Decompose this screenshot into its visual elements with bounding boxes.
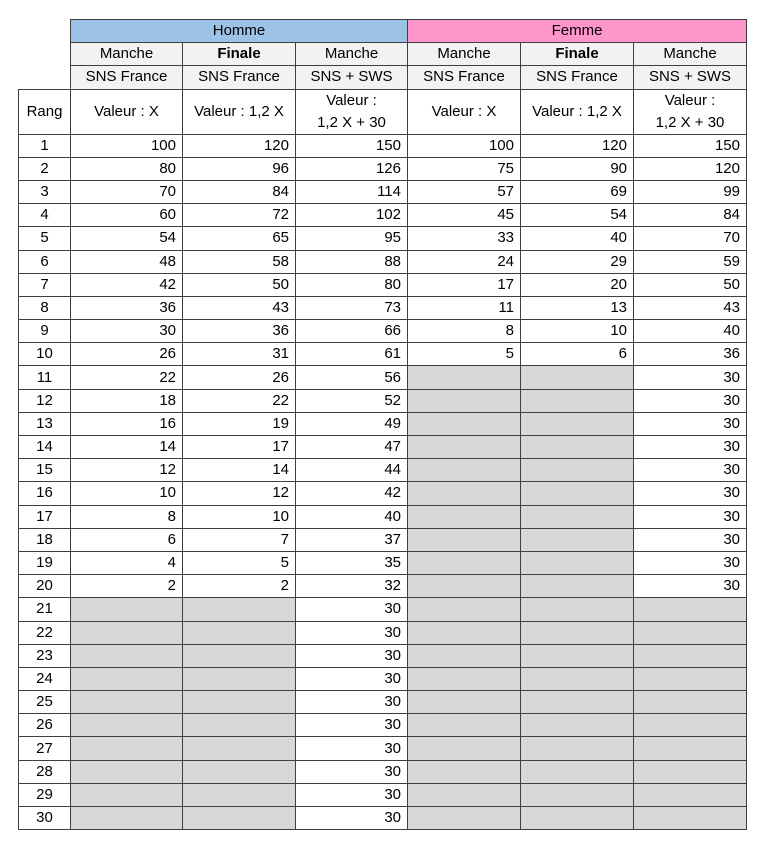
empty-cell [521,482,634,505]
value-cell: 37 [296,528,408,551]
rank-cell: 14 [19,436,71,459]
table-row [19,412,747,435]
value-cell: 48 [71,250,183,273]
table-row [19,250,747,273]
rank-cell: 15 [19,459,71,482]
table-row [19,667,747,690]
value-formula-label: Valeur : X [71,89,183,134]
value-cell: 30 [296,807,408,830]
column-series-label: SNS France [521,66,634,89]
value-header-row [19,89,747,134]
value-cell: 16 [71,412,183,435]
table-row [19,551,747,574]
empty-cell [71,783,183,806]
empty-cell [634,714,747,737]
value-cell: 30 [296,691,408,714]
empty-cell [183,714,296,737]
value-cell: 11 [408,296,521,319]
empty-cell [408,412,521,435]
column-event-label [521,43,634,66]
value-cell: 100 [408,134,521,157]
value-cell: 150 [634,134,747,157]
value-cell: 42 [71,273,183,296]
value-cell: 6 [71,528,183,551]
corner-blank [19,66,71,89]
table-row [19,134,747,157]
value-formula-label [634,89,747,134]
rank-cell: 29 [19,783,71,806]
rank-cell: 16 [19,482,71,505]
corner-blank [19,20,71,43]
column-series-label: SNS + SWS [634,66,747,89]
empty-cell [634,691,747,714]
empty-cell [521,505,634,528]
value-cell: 45 [408,204,521,227]
table-row [19,644,747,667]
table-row [19,807,747,830]
value-formula-label: Valeur : 1,2 X [521,89,634,134]
empty-cell [408,691,521,714]
value-cell: 14 [183,459,296,482]
value-cell: 42 [296,482,408,505]
table-row [19,621,747,644]
empty-cell [521,760,634,783]
table-row [19,204,747,227]
rank-cell: 18 [19,528,71,551]
rank-cell: 22 [19,621,71,644]
column-series-label: SNS France [71,66,183,89]
empty-cell [521,575,634,598]
value-cell: 65 [183,227,296,250]
value-cell: 30 [634,551,747,574]
table-row [19,227,747,250]
rank-cell: 26 [19,714,71,737]
rank-cell: 2 [19,157,71,180]
value-cell: 30 [634,528,747,551]
value-cell: 40 [634,320,747,343]
value-cell: 43 [634,296,747,319]
value-cell: 30 [634,575,747,598]
value-cell: 8 [71,505,183,528]
value-cell: 36 [71,296,183,319]
value-cell: 10 [71,482,183,505]
rank-cell: 13 [19,412,71,435]
table-row [19,737,747,760]
empty-cell [521,551,634,574]
empty-cell [408,366,521,389]
rank-cell: 24 [19,667,71,690]
value-cell: 4 [71,551,183,574]
column-series-label: SNS France [408,66,521,89]
value-cell: 26 [183,366,296,389]
event-header-row-2 [19,66,747,89]
value-cell: 96 [183,157,296,180]
value-cell: 30 [296,714,408,737]
rank-cell: 8 [19,296,71,319]
column-event-label [183,43,296,66]
value-cell: 8 [408,320,521,343]
column-event-label: Manche [634,43,747,66]
value-cell: 30 [296,598,408,621]
empty-cell [521,714,634,737]
empty-cell [521,528,634,551]
empty-cell [521,598,634,621]
empty-cell [183,621,296,644]
value-cell: 50 [634,273,747,296]
value-cell: 70 [634,227,747,250]
value-cell: 13 [521,296,634,319]
value-cell: 100 [71,134,183,157]
value-cell: 30 [296,644,408,667]
value-cell: 26 [71,343,183,366]
empty-cell [183,760,296,783]
value-cell: 6 [521,343,634,366]
value-cell: 18 [71,389,183,412]
rank-cell: 12 [19,389,71,412]
empty-cell [408,505,521,528]
value-cell: 120 [521,134,634,157]
value-cell: 30 [634,412,747,435]
table-row [19,459,747,482]
value-cell: 58 [183,250,296,273]
empty-cell [408,667,521,690]
value-cell: 20 [521,273,634,296]
event-header-row-1 [19,43,747,66]
value-cell: 66 [296,320,408,343]
empty-cell [71,691,183,714]
empty-cell [521,737,634,760]
rank-cell: 27 [19,737,71,760]
value-cell: 56 [296,366,408,389]
value-cell: 120 [183,134,296,157]
value-formula-line1: Valeur : [664,91,716,109]
value-cell: 69 [521,180,634,203]
empty-cell [521,644,634,667]
value-cell: 30 [634,436,747,459]
value-cell: 2 [183,575,296,598]
value-cell: 30 [634,366,747,389]
value-cell: 30 [296,667,408,690]
value-cell: 7 [183,528,296,551]
empty-cell [408,598,521,621]
table-row [19,273,747,296]
empty-cell [408,482,521,505]
empty-cell [71,667,183,690]
value-cell: 30 [296,737,408,760]
value-cell: 50 [183,273,296,296]
value-cell: 30 [634,459,747,482]
rank-cell: 3 [19,180,71,203]
table-row [19,366,747,389]
value-cell: 52 [296,389,408,412]
column-event-label-bold: Finale [555,45,599,63]
value-cell: 33 [408,227,521,250]
value-cell: 75 [408,157,521,180]
empty-cell [521,436,634,459]
column-series-label: SNS France [183,66,296,89]
value-cell: 73 [296,296,408,319]
empty-cell [521,807,634,830]
value-cell: 59 [634,250,747,273]
table-row [19,482,747,505]
table-row [19,528,747,551]
table-row [19,575,747,598]
table-row [19,760,747,783]
empty-cell [634,737,747,760]
table-row [19,691,747,714]
value-cell: 30 [634,482,747,505]
value-cell: 22 [183,389,296,412]
table-row [19,505,747,528]
empty-cell [521,667,634,690]
empty-cell [408,644,521,667]
empty-cell [521,621,634,644]
rank-cell: 19 [19,551,71,574]
empty-cell [634,807,747,830]
value-cell: 14 [71,436,183,459]
column-event-label: Manche [296,43,408,66]
value-cell: 31 [183,343,296,366]
table-row [19,389,747,412]
value-cell: 35 [296,551,408,574]
empty-cell [408,575,521,598]
value-cell: 30 [634,505,747,528]
value-cell: 44 [296,459,408,482]
empty-cell [71,621,183,644]
empty-cell [71,760,183,783]
empty-cell [408,436,521,459]
table-row [19,714,747,737]
empty-cell [183,644,296,667]
value-cell: 54 [521,204,634,227]
value-cell: 30 [634,389,747,412]
empty-cell [521,691,634,714]
value-formula-label [296,89,408,134]
column-event-label-bold: Finale [217,45,261,63]
value-cell: 22 [71,366,183,389]
table-row [19,320,747,343]
table-row [19,598,747,621]
corner-blank [19,43,71,66]
value-cell: 32 [296,575,408,598]
rank-header: Rang [19,89,71,134]
table-row [19,783,747,806]
empty-cell [183,598,296,621]
table-row [19,157,747,180]
empty-cell [408,737,521,760]
value-cell: 57 [408,180,521,203]
group-header-row [19,20,747,43]
empty-cell [408,528,521,551]
empty-cell [183,737,296,760]
rank-cell: 5 [19,227,71,250]
value-cell: 5 [408,343,521,366]
value-cell: 40 [521,227,634,250]
value-cell: 84 [634,204,747,227]
empty-cell [521,389,634,412]
empty-cell [71,598,183,621]
column-event-label: Manche [71,43,183,66]
value-cell: 12 [71,459,183,482]
value-cell: 49 [296,412,408,435]
empty-cell [71,714,183,737]
rank-cell: 10 [19,343,71,366]
value-cell: 36 [183,320,296,343]
rank-cell: 30 [19,807,71,830]
table-row [19,296,747,319]
rank-cell: 4 [19,204,71,227]
value-cell: 10 [183,505,296,528]
value-cell: 2 [71,575,183,598]
table-row [19,436,747,459]
value-cell: 80 [71,157,183,180]
column-series-label: SNS + SWS [296,66,408,89]
empty-cell [521,412,634,435]
value-cell: 72 [183,204,296,227]
homme-group-header: Homme [71,20,408,43]
value-cell: 36 [634,343,747,366]
empty-cell [71,807,183,830]
empty-cell [408,714,521,737]
empty-cell [71,644,183,667]
column-event-label: Manche [408,43,521,66]
value-cell: 17 [408,273,521,296]
score-table [18,19,747,830]
value-cell: 17 [183,436,296,459]
value-cell: 120 [634,157,747,180]
empty-cell [408,459,521,482]
empty-cell [71,737,183,760]
value-cell: 29 [521,250,634,273]
value-cell: 84 [183,180,296,203]
value-cell: 12 [183,482,296,505]
rank-cell: 25 [19,691,71,714]
value-cell: 150 [296,134,408,157]
value-cell: 61 [296,343,408,366]
empty-cell [183,783,296,806]
value-cell: 99 [634,180,747,203]
table-row [19,180,747,203]
empty-cell [634,783,747,806]
empty-cell [634,644,747,667]
value-formula-line2: 1,2 X + 30 [655,113,725,131]
rank-cell: 7 [19,273,71,296]
value-cell: 126 [296,157,408,180]
empty-cell [521,459,634,482]
value-cell: 60 [71,204,183,227]
empty-cell [408,783,521,806]
empty-cell [634,667,747,690]
empty-cell [183,807,296,830]
empty-cell [634,760,747,783]
value-cell: 95 [296,227,408,250]
empty-cell [183,691,296,714]
value-formula-line2: 1,2 X + 30 [317,113,386,131]
value-cell: 40 [296,505,408,528]
rank-cell: 20 [19,575,71,598]
value-formula-line1: Valeur : [326,91,377,109]
value-formula-label: Valeur : X [408,89,521,134]
value-cell: 5 [183,551,296,574]
empty-cell [408,807,521,830]
empty-cell [408,621,521,644]
rank-cell: 1 [19,134,71,157]
value-cell: 80 [296,273,408,296]
value-cell: 88 [296,250,408,273]
value-cell: 54 [71,227,183,250]
rank-cell: 11 [19,366,71,389]
rank-cell: 6 [19,250,71,273]
empty-cell [408,760,521,783]
femme-group-header: Femme [408,20,747,43]
value-cell: 30 [71,320,183,343]
value-cell: 30 [296,621,408,644]
empty-cell [521,366,634,389]
empty-cell [408,389,521,412]
value-cell: 19 [183,412,296,435]
value-cell: 30 [296,783,408,806]
value-cell: 70 [71,180,183,203]
empty-cell [183,667,296,690]
value-cell: 43 [183,296,296,319]
rank-cell: 21 [19,598,71,621]
rank-cell: 9 [19,320,71,343]
value-cell: 10 [521,320,634,343]
value-cell: 114 [296,180,408,203]
value-cell: 102 [296,204,408,227]
value-cell: 24 [408,250,521,273]
rank-cell: 28 [19,760,71,783]
value-formula-label: Valeur : 1,2 X [183,89,296,134]
value-cell: 30 [296,760,408,783]
rank-cell: 17 [19,505,71,528]
empty-cell [521,783,634,806]
table-row [19,343,747,366]
value-cell: 47 [296,436,408,459]
empty-cell [634,598,747,621]
empty-cell [634,621,747,644]
rank-cell: 23 [19,644,71,667]
value-cell: 90 [521,157,634,180]
empty-cell [408,551,521,574]
